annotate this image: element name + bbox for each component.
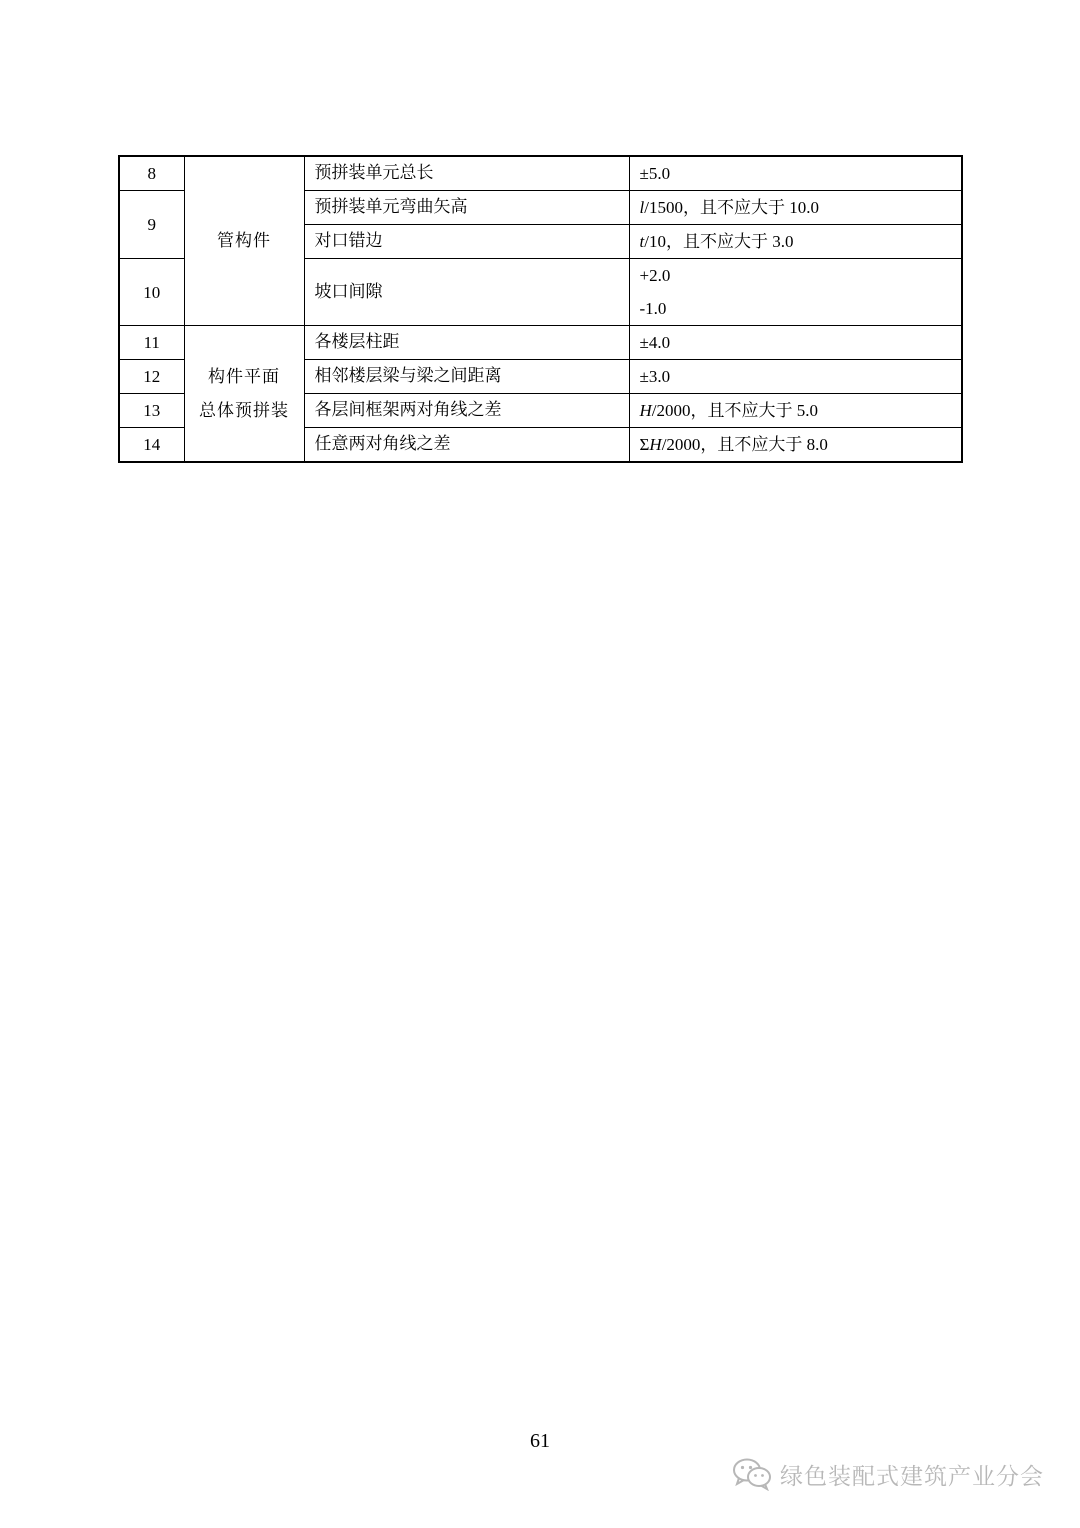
item-name: 相邻楼层梁与梁之间距离 <box>304 360 629 394</box>
watermark-text: 绿色装配式建筑产业分会 <box>780 1463 1044 1490</box>
tolerance-rest: /10，且不应大于 3.0 <box>644 232 794 251</box>
tolerance-value <box>629 428 962 463</box>
tolerance-value <box>629 191 962 225</box>
page-number: 61 <box>530 1430 550 1452</box>
group-label-line2: 总体预拼装 <box>199 400 289 421</box>
item-name: 对口错边 <box>304 225 629 259</box>
item-name: 任意两对角线之差 <box>304 428 629 463</box>
table-row <box>119 156 962 191</box>
row-number: 11 <box>119 326 184 360</box>
item-name: 坡口间隙 <box>304 259 629 326</box>
tolerance-value: ±3.0 <box>629 360 962 394</box>
group-label-line1: 构件平面 <box>208 366 280 387</box>
row-number: 13 <box>119 394 184 428</box>
tolerance-value: ±5.0 <box>629 156 962 191</box>
item-name: 预拼装单元总长 <box>304 156 629 191</box>
table-row <box>119 326 962 360</box>
tolerance-table <box>118 155 963 463</box>
symbol-h: H <box>649 435 662 454</box>
tolerance-value <box>629 394 962 428</box>
item-name: 各层间框架两对角线之差 <box>304 394 629 428</box>
symbol-sigma: Σ <box>639 435 650 454</box>
tolerance-lower: -1.0 <box>639 299 667 318</box>
tolerance-value <box>629 259 962 326</box>
row-number: 10 <box>119 259 184 326</box>
symbol-t: t <box>639 232 645 251</box>
row-number: 14 <box>119 428 184 463</box>
tolerance-value: ±4.0 <box>629 326 962 360</box>
row-number: 8 <box>119 156 184 191</box>
tolerance-rest: /2000，且不应大于 5.0 <box>651 401 819 420</box>
item-name: 预拼装单元弯曲矢高 <box>304 191 629 225</box>
row-number: 12 <box>119 360 184 394</box>
group-pipe-members: 管构件 <box>184 156 304 326</box>
group-plane-preassembly <box>184 326 304 463</box>
tolerance-rest: /2000，且不应大于 8.0 <box>661 435 828 454</box>
watermark <box>732 1456 1044 1492</box>
tolerance-value <box>629 225 962 259</box>
row-number: 9 <box>119 191 184 259</box>
tolerance-upper: +2.0 <box>639 266 671 285</box>
wechat-icon <box>732 1457 772 1491</box>
tolerance-rest: /1500，且不应大于 10.0 <box>644 198 819 217</box>
symbol-h: H <box>639 401 652 420</box>
symbol-l: l <box>639 198 645 217</box>
item-name: 各楼层柱距 <box>304 326 629 360</box>
